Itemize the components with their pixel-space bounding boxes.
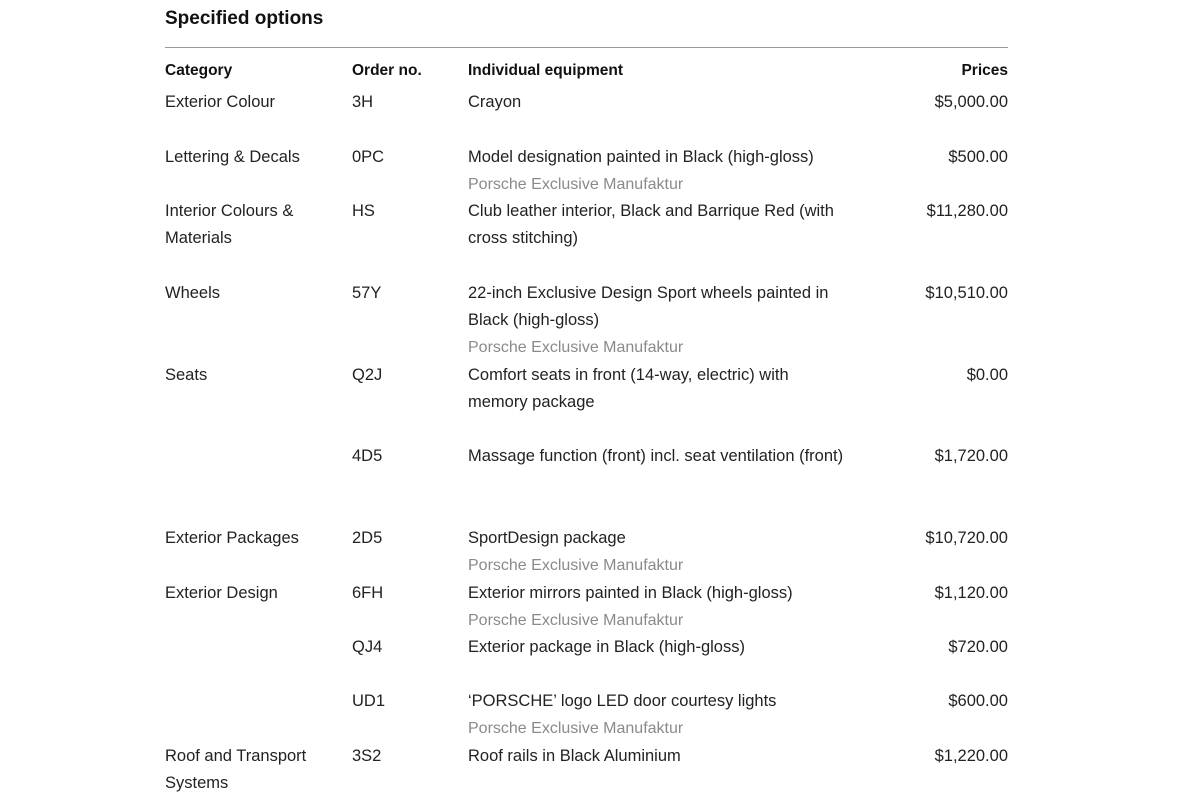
row-order-no: 6FH (352, 584, 384, 602)
row-equipment (468, 362, 848, 416)
manufaktur-note: Porsche Exclusive Manufaktur (468, 720, 684, 737)
row-category: Interior Colours & Materials (165, 202, 294, 247)
row-price: $10,510.00 (925, 284, 1008, 302)
row-price: $600.00 (948, 692, 1008, 710)
row-equipment (468, 580, 848, 634)
row-order-no: 3S2 (352, 747, 382, 765)
row-equipment (468, 525, 848, 579)
row-price: $1,220.00 (934, 747, 1008, 765)
row-price: $5,000.00 (934, 93, 1008, 111)
equipment-text: 22-inch Exclusive Design Sport wheels painted in Black (high-gloss) (468, 284, 829, 329)
row-order-no: QJ4 (352, 638, 383, 656)
row-equipment (468, 89, 848, 116)
divider (165, 47, 1008, 48)
row-category: Exterior Design (165, 584, 278, 602)
equipment-text: Exterior package in Black (high-gloss) (468, 638, 745, 656)
equipment-text: Model designation painted in Black (high-gloss) (468, 148, 814, 166)
manufaktur-note: Porsche Exclusive Manufaktur (468, 612, 684, 629)
equipment-text: SportDesign package (468, 529, 626, 547)
row-equipment (468, 688, 848, 742)
manufaktur-note: Porsche Exclusive Manufaktur (468, 339, 684, 356)
row-price: $500.00 (948, 148, 1008, 166)
equipment-text: Roof rails in Black Aluminium (468, 747, 681, 765)
header-order-no: Order no. (352, 62, 422, 79)
equipment-text: Exterior mirrors painted in Black (high-gloss) (468, 584, 793, 602)
row-order-no: 3H (352, 93, 374, 111)
row-category: Roof and Transport Systems (165, 747, 307, 792)
row-order-no: 4D5 (352, 447, 383, 465)
row-category: Lettering & Decals (165, 148, 300, 166)
row-price: $720.00 (948, 638, 1008, 656)
row-order-no: UD1 (352, 692, 386, 710)
equipment-text: Comfort seats in front (14-way, electric) with memory package (468, 366, 789, 411)
equipment-text: Massage function (front) incl. seat ventilation (front) (468, 447, 844, 465)
equipment-text: ‘PORSCHE’ logo LED door courtesy lights (468, 692, 777, 710)
row-price: $10,720.00 (925, 529, 1008, 547)
row-price: $1,720.00 (934, 447, 1008, 465)
row-category: Exterior Colour (165, 93, 276, 111)
row-equipment (468, 198, 848, 252)
row-category: Seats (165, 366, 208, 384)
row-equipment (468, 443, 848, 470)
row-order-no: 57Y (352, 284, 382, 302)
row-category: Exterior Packages (165, 529, 299, 547)
equipment-text: Club leather interior, Black and Barrique Red (with cross stitching) (468, 202, 834, 247)
row-category: Wheels (165, 284, 221, 302)
row-equipment (468, 280, 848, 361)
row-equipment (468, 144, 848, 198)
equipment-text: Crayon (468, 93, 522, 111)
row-order-no: Q2J (352, 366, 383, 384)
row-price: $11,280.00 (926, 202, 1008, 220)
row-order-no: 2D5 (352, 529, 383, 547)
row-equipment (468, 634, 848, 661)
manufaktur-note: Porsche Exclusive Manufaktur (468, 557, 684, 574)
header-equipment: Individual equipment (468, 62, 624, 79)
row-price: $1,120.00 (934, 584, 1008, 602)
row-price: $0.00 (966, 366, 1008, 384)
row-order-no: 0PC (352, 148, 385, 166)
row-order-no: HS (352, 202, 375, 220)
manufaktur-note: Porsche Exclusive Manufaktur (468, 176, 684, 193)
header-prices: Prices (961, 62, 1008, 79)
header-category: Category (165, 62, 233, 79)
row-equipment (468, 743, 848, 770)
section-title: Specified options (165, 8, 324, 29)
